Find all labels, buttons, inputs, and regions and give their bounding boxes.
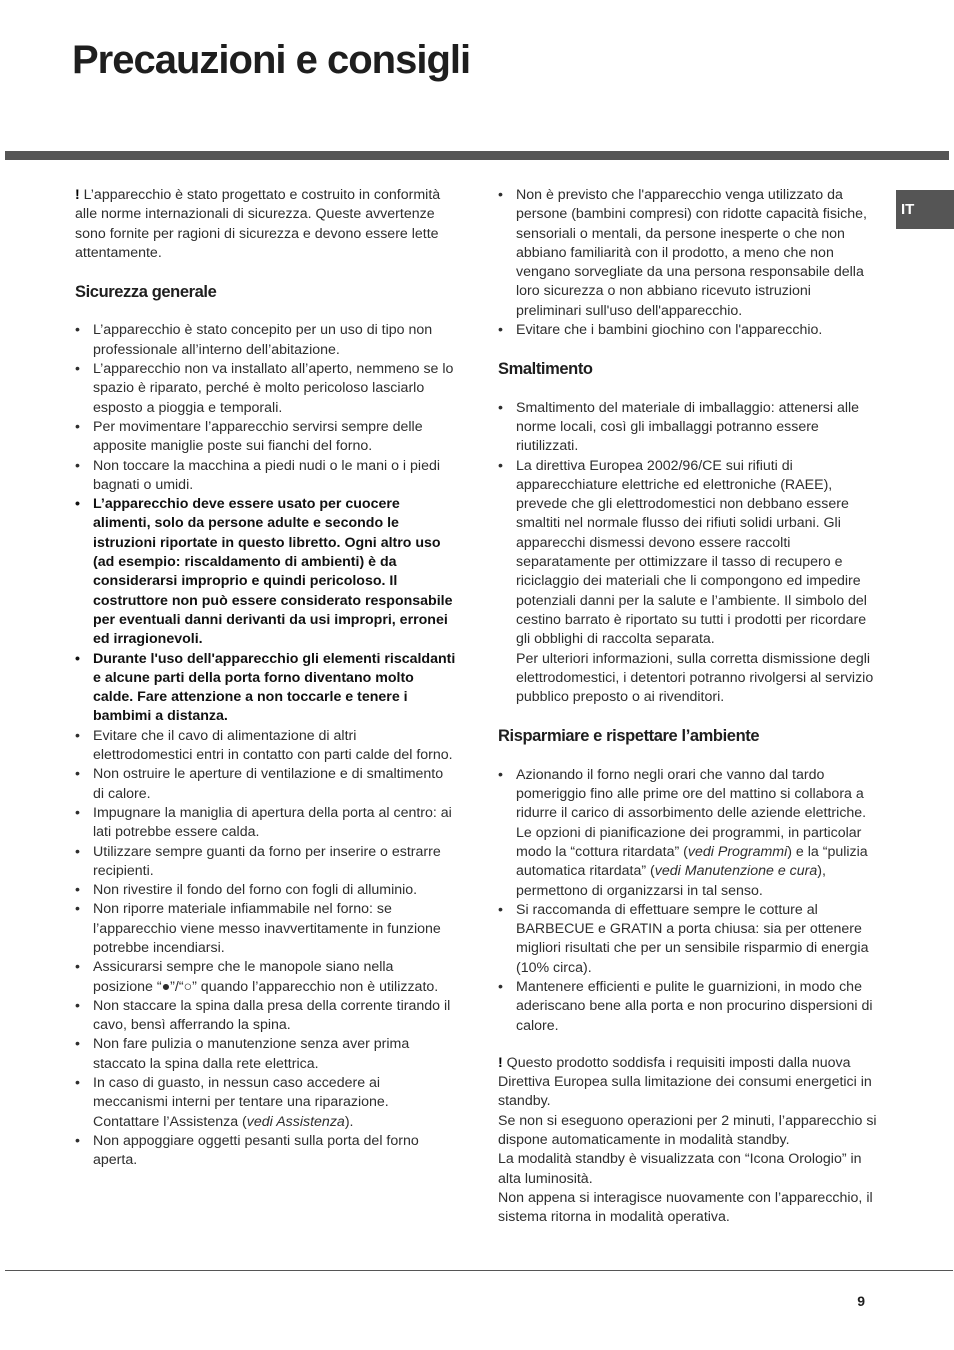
standby-paragraph: La modalità standby è visualizzata con “Icona Orologio” in alta luminosità. [498,1151,862,1187]
list-item: • Per movimentare l’apparecchio servirsi sempre delle apposite maniglie poste sui fianchi del forno. [75,418,457,457]
list-item: • Non riporre materiale infiammabile nel forno: se l’apparecchio viene messo inavvertitamente in funzione potrebbe incendiarsi. [75,900,457,958]
list-item: • Non rivestire il fondo del forno con fogli di alluminio. [75,881,457,900]
list-item: • Mantenere efficienti e pulite le guarnizioni, in modo che aderiscano bene alla porta e non procurino dispersioni di calore. [498,978,880,1036]
standby-notice-text: Questo prodotto soddisfa i requisiti imposti dalla nuova Direttiva Europea sulla limitazione dei consumi energetici in standby. [498,1054,872,1110]
right-column [498,186,880,1228]
list-item: • L’apparecchio è stato concepito per un uso di tipo non professionale all’interno dell’abitazione. [75,321,457,360]
assist-ref: vedi Assistenza [246,1113,345,1130]
warning-mark: ! [498,1054,503,1071]
safety-list-continued [498,186,880,340]
standby-notice [498,1054,880,1112]
eco-text: ), permettono di organizzarsi in tal senso. [516,863,826,899]
language-tab: IT [896,190,954,229]
list-item: • Non è previsto che l'apparecchio venga utilizzato da persone (bambini compresi) con ridotte capacità fisiche, sensoriali o mentali, da persone inesperte o che non abbiano familiarità con il prodotto, a meno che non vengano sorvegliate da una persona responsabile della loro sicurezza o non abbiano ricevuto istruzioni preliminari sull'uso dell'apparecchio. [498,186,880,321]
eco-ref-manutenzione: vedi Manutenzione e cura [654,863,818,880]
list-item: • Utilizzare sempre guanti da forno per inserire o estrarre recipienti. [75,843,457,882]
list-item: • Impugnare la maniglia di apertura della porta al centro: ai lati potrebbe essere calda. [75,804,457,843]
list-item [498,457,880,708]
footer-rule [5,1270,953,1271]
raee-extra-text: Per ulteriori informazioni, sulla corretta dismissione degli elettrodomestici, i detentori potranno rivolgersi al servizio pubblico preposto o ai rivenditori. [516,650,874,706]
list-item: • Smaltimento del materiale di imballaggio: attenersi alle norme locali, così gli imballaggi potranno essere riutilizzati. [498,399,880,457]
raee-text: La direttiva Europea 2002/96/CE sui rifiuti di apparecchiature elettriche ed elettroniche (RAEE), prevede che gli elettrodomestici non debbano essere smaltiti nel normale flusso dei rifiuti solidi urbani. Gli apparecchi dismessi devono essere raccolti separatamente per ottimizzare il tasso di recupero e riciclaggio dei materiali che li compongono ed impedire potenziali danni per la salute e l’ambiente. Il simbolo del cestino barrato è riportato su tutti i prodotti per ricordare gli obblighi di raccolta separata. [516,457,867,648]
standby-paragraph: Se non si eseguono operazioni per 2 minuti, l’apparecchio si dispone automaticamente in modalità standby. [498,1112,877,1149]
list-item [498,766,880,901]
intro-notice [75,186,457,263]
header-rule [5,151,949,160]
list-item: • Evitare che il cavo di alimentazione di altri elettrodomestici entri in contatto con parti calde del forno. [75,727,457,766]
list-item: • Non fare pulizia o manutenzione senza aver prima staccato la spina dalla rete elettrica. [75,1035,457,1074]
disposal-list [498,399,880,708]
left-column [75,186,457,1171]
section-title-ambiente: Risparmiare e rispettare l’ambiente [498,727,760,746]
intro-text: L’apparecchio è stato progettato e costruito in conformità alle norme internazionali di sicurezza. Queste avvertenze sono fornite per ragioni di sicurezza e devono essere lette attentamente. [75,187,441,261]
section-title-smaltimento: Smaltimento [498,360,593,379]
eco-list [498,766,880,1036]
list-item: • Durante l'uso dell'apparecchio gli elementi riscaldanti e alcune parti della porta forno diventano molto calde. Fare attenzione a non toccarle e tenere i bambimi a distanza. [75,650,457,727]
assist-text: In caso di guasto, in nessun caso accedere ai meccanismi interni per tentare una riparazione. Contattare l’Assistenza ( [93,1075,389,1130]
list-item: • Assicurarsi sempre che le manopole siano nella posizione “●”/“○” quando l’apparecchio non è utilizzato. [75,958,457,997]
list-item [75,1074,457,1132]
list-item: • Non appoggiare oggetti pesanti sulla porta del forno aperta. [75,1132,457,1171]
list-item: • Evitare che i bambini giochino con l'apparecchio. [498,321,880,340]
list-item: • Non toccare la macchina a piedi nudi o le mani o i piedi bagnati o umidi. [75,457,457,496]
assist-text-end: ). [344,1113,354,1130]
list-item: • Si raccomanda di effettuare sempre le cotture al BARBECUE e GRATIN a porta chiusa: sia per ottenere migliori risultati che per un sensibile risparmio di energia (10% circa). [498,901,880,978]
eco-text: Azionando il forno negli orari che vanno dal tardo pomeriggio fino alle prime ore del mattino si collabora a ridurre il carico di assorbimento delle aziende elettriche. Le opzioni di pianificazione dei programmi, in particolar modo la “cottura ritardata” ( [516,766,867,860]
page-number: 9 [857,1293,865,1309]
standby-paragraph: Non appena si interagisce nuovamente con l’apparecchio, il sistema ritorna in modalità operativa. [498,1189,873,1226]
eco-text: ) e la “pulizia automatica ritardata” ( [516,843,868,880]
list-item: • Non ostruire le aperture di ventilazione e di smaltimento di calore. [75,765,457,804]
warning-mark: ! [75,187,80,203]
list-item: • Non staccare la spina dalla presa della corrente tirando il cavo, bensì afferrando la spina. [75,997,457,1036]
safety-list [75,321,457,1170]
list-item: • L’apparecchio non va installato all’aperto, nemmeno se lo spazio è riparato, perché è molto pericoloso lasciarlo esposto a pioggia e temporali. [75,360,457,418]
list-item: • L’apparecchio deve essere usato per cuocere alimenti, solo da persone adulte e secondo le istruzioni riportate in questo libretto. Ogni altro uso (ad esempio: riscaldamento di ambienti) è da considerarsi improprio e quindi pericoloso. Il costruttore non può essere considerato responsabile per eventuali danni derivanti da usi impropri, erronei ed irragionevoli. [75,495,457,649]
section-title-sicurezza: Sicurezza generale [75,283,217,302]
page-title: Precauzioni e consigli [72,38,471,82]
eco-ref-programmi: vedi Programmi [687,843,788,860]
